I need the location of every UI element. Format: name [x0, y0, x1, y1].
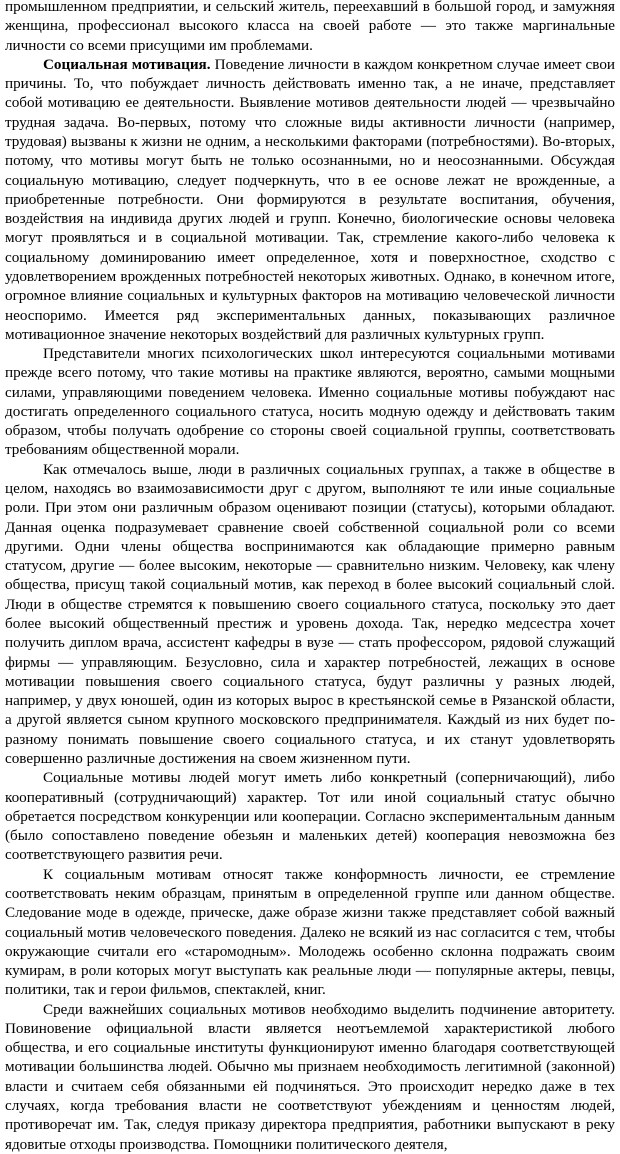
paragraph-conformity	[5, 865, 615, 1000]
paragraph-competition-cooperation	[5, 768, 615, 864]
paragraph-social-roles	[5, 460, 615, 769]
paragraph-text: Социальные мотивы людей могут иметь либо конкретный (соперничающий), либо кооперативный (сотрудничающий) характер. Тот или иной социальный статус обычно обретается посредством конкуренции или кооперации. Согласно экспериментальным данным (было сопоставлено поведение обезьян и маленьких детей) кооперация невозможна без соответствующего развития речи.	[5, 769, 615, 864]
paragraph-text: Как отмечалось выше, люди в различных социальных группах, а также в обществе в целом, находясь во взаимозависимости друг с другом, выполняют те или иные социальные роли. При этом они различным образом оценивают позиции (статусы), которыми обладают. Данная оценка подразумевает сравнение своей собственной социальной роли со всеми другими. Одни члены общества воспринимаются как обладающие примерно равным статусом, другие — более высоким, некоторые — сравнительно низким. Человеку, как члену общества, присущ такой социальный мотив, как переход в более высокий социальный слой. Люди в обществе стремятся к повышению своего социального статуса, поскольку это дает более высокий общественный престиж и уровень дохода. Так, нередко медсестра хочет получить диплом врача, ассистент кафедры в вузе — стать профессором, рядовой служащий фирмы — управляющим. Безусловно, сила и характер потребностей, лежащих в основе мотивации повышения своего социального статуса, будут различны у разных людей, например, у двух юношей, один из которых вырос в крестьянской семье в Рязанской области, а другой является сыном крупного московского предпринимателя. Каждый из них будет по-разному понимать повышение своего социального статуса, и их станут удовлетворять совершенно различные достижения на своем жизненном пути.	[5, 460, 615, 767]
document-page	[5, 0, 615, 1154]
paragraph-authority	[5, 1000, 615, 1154]
paragraph-psychological-schools	[5, 344, 615, 460]
paragraph-text: К социальным мотивам относят также конформность личности, ее стремление соответствовать неким образцам, принятым в определенной группе или данном обществе. Следование моде в одежде, прическе, даже образе жизни также представляет собой важный социальный мотив человеческого поведения. Далеко не всякий из нас согласится с тем, чтобы окружающие считали его «старомодным». Молодежь особенно склонна подражать своим кумирам, в роли которых могут выступать как реальные люди — популярные актеры, певцы, политики, так и герои фильмов, спектаклей, книг.	[5, 865, 615, 999]
paragraph-text: Представители многих психологических школ интересуются социальными мотивами прежде всего потому, что такие мотивы на практике являются, вероятно, самыми мощными силами, управляющими поведением человека. Именно социальные мотивы побуждают нас достигать определенного социального статуса, носить модную одежду и действовать таким образом, чтобы получать одобрение со стороны своей социальной группы, соответствовать требованиям общественной морали.	[5, 345, 615, 459]
paragraph-text: Поведение личности в каждом конкретном случае имеет свои причины. То, что побуждает личность действовать именно так, а не иначе, представляет собой мотивацию ее деятельности. Выявление мотивов деятельности людей — чрезвычайно трудная задача. Во-первых, потому что сложные виды активности личности (например, трудовая) вызваны к жизни не одним, а несколькими факторами (потребностями). Во-вторых, потому, что мотивы могут быть не только осознанными, но и неосознанными. Обсуждая социальную мотивацию, следует подчеркнуть, что в ее основе лежат не врожденные, а приобретенные потребности. Они формируются в результате воспитания, обучения, воздействия на индивида других людей и групп. Конечно, биологические основы человека могут проявляться и в социальной мотивации. Так, стремление какого-либо человека к социальному доминированию имеет определенное, хотя и поверхностное, сходство с удовлетворением врожденных потребностей некоторых животных. Однако, в конечном итоге, огромное влияние социальных и культурных факторов на мотивацию человеческой личности неоспоримо. Имеется ряд экспериментальных данных, показывающих различное мотивационное значение некоторых воздействий для различных культурных групп.	[5, 55, 615, 343]
section-heading: Социальная мотивация.	[43, 55, 211, 73]
paragraph-social-motivation	[5, 55, 615, 344]
paragraph-text: Среди важнейших социальных мотивов необходимо выделить подчинение авторитету. Повиновение официальной власти является неотъемлемой характеристикой любого общества, и его социальные институты функционируют именно благодаря соответствующей мотивации большинства людей. Обычно мы признаем необходимость легитимной (законной) власти и считаем себя обязанными ей подчиняться. Это происходит нередко даже в тех случаях, когда требования власти не соответствуют убеждениям и ценностям людей, противоречат им. Так, следуя приказу директора предприятия, работники выпускают в реку ядовитые отходы производства. Помощники политического деятеля,	[5, 1000, 615, 1153]
paragraph-continuation	[5, 0, 615, 55]
paragraph-text: промышленном предприятии, и сельский житель, переехавший в большой город, и замужняя женщина, профессионал высокого класса на своей работе — это также маргинальные личности со всеми присущими им проблемами.	[5, 0, 615, 54]
